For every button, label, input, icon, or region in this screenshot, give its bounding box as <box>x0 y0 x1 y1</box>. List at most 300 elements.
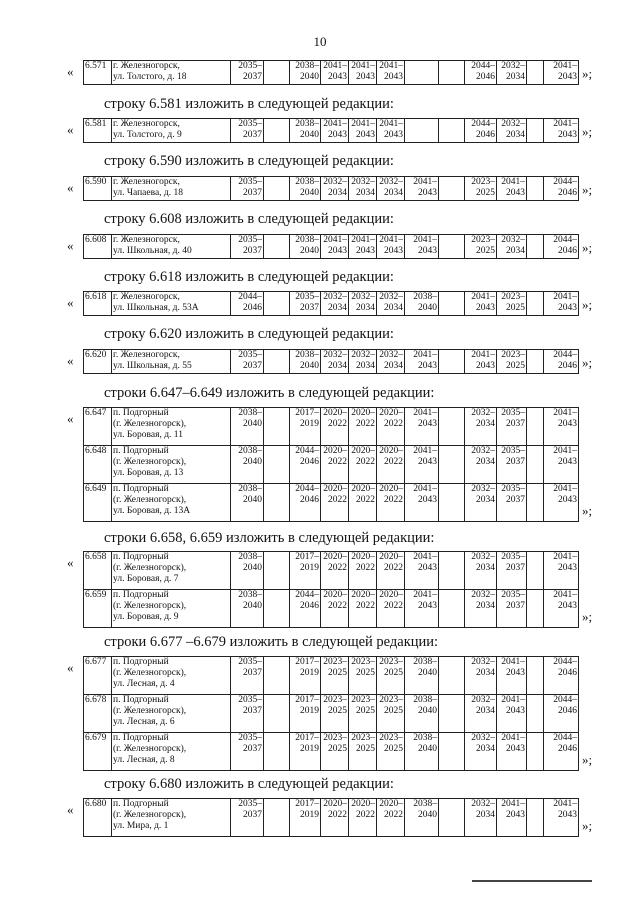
address-line: п. Подгорный <box>113 590 169 600</box>
edit-instruction: строку 6.590 изложить в следующей редакции: <box>104 153 394 169</box>
edit-instruction: строку 6.680 изложить в следующей редакции: <box>104 776 394 792</box>
close-quote: »; <box>582 240 593 255</box>
year-range-cell: 2041– 2043 <box>497 695 527 733</box>
entry-number: 6.571 <box>84 61 112 85</box>
edit-instruction: строку 6.618 изложить в следующей редакции: <box>104 269 394 285</box>
year-range-cell: 2020– 2022 <box>321 484 349 522</box>
address-line: (г. Железногорск), <box>113 601 187 611</box>
address-cell <box>112 657 231 695</box>
year-range-cell: 2023– 2025 <box>349 733 377 771</box>
year-range-cell: 2041– 2043 <box>405 590 439 628</box>
open-quote: « <box>67 295 74 310</box>
address-line: г. Железногорск, <box>113 61 180 71</box>
entry-number: 6.648 <box>84 446 112 484</box>
edit-instruction: строки 6.647–6.649 изложить в следующей редакции: <box>104 385 435 401</box>
year-range-cell <box>439 590 465 628</box>
year-range-cell: 2023– 2025 <box>497 292 527 316</box>
entry-table <box>83 656 579 771</box>
address-line: п. Подгорный <box>113 552 169 562</box>
address-cell <box>112 733 231 771</box>
entry-table <box>83 118 579 143</box>
year-range-cell: 2020– 2022 <box>377 799 405 837</box>
address-cell <box>112 590 231 628</box>
entry-table <box>83 407 579 522</box>
address-line: г. Железногорск, <box>113 177 180 187</box>
year-range-cell: 2032– 2034 <box>465 552 497 590</box>
close-quote: »; <box>582 503 593 518</box>
year-range-cell <box>264 552 290 590</box>
year-range-cell: 2023– 2025 <box>349 695 377 733</box>
year-range-cell <box>439 446 465 484</box>
year-range-cell <box>264 484 290 522</box>
year-range-cell: 2041– 2043 <box>405 177 439 201</box>
address-line: г. Железногорск, <box>113 292 180 302</box>
address-line: п. Подгорный <box>113 799 169 809</box>
year-range-cell: 2035– 2037 <box>231 119 264 143</box>
address-cell <box>112 235 231 259</box>
year-range-cell: 2041– 2043 <box>465 292 497 316</box>
year-range-cell: 2032– 2034 <box>497 235 527 259</box>
year-range-cell: 2038– 2040 <box>405 695 439 733</box>
address-cell <box>112 177 231 201</box>
year-range-cell: 2020– 2022 <box>349 484 377 522</box>
year-range-cell: 2035– 2037 <box>231 235 264 259</box>
year-range-cell <box>527 484 544 522</box>
year-range-cell: 2017– 2019 <box>290 408 321 446</box>
year-range-cell: 2041– 2043 <box>497 177 527 201</box>
year-range-cell <box>264 235 290 259</box>
address-line: (г. Железногорск), <box>113 457 187 467</box>
year-range-cell: 2035– 2037 <box>231 733 264 771</box>
entry-number: 6.647 <box>84 408 112 446</box>
address-line: ул. Школьная, д. 40 <box>113 246 192 256</box>
entry-number: 6.590 <box>84 177 112 201</box>
year-range-cell: 2017– 2019 <box>290 552 321 590</box>
table-row <box>84 657 579 695</box>
year-range-cell: 2032– 2034 <box>465 408 497 446</box>
entry-number: 6.658 <box>84 552 112 590</box>
address-cell <box>112 292 231 316</box>
year-range-cell <box>264 292 290 316</box>
year-range-cell: 2032– 2034 <box>349 350 377 374</box>
address-line: ул. Школьная, д. 53А <box>113 303 199 313</box>
year-range-cell: 2038– 2040 <box>290 119 321 143</box>
year-range-cell: 2032– 2034 <box>465 733 497 771</box>
year-range-cell: 2044– 2046 <box>544 235 579 259</box>
address-line: п. Подгорный <box>113 733 169 743</box>
open-quote: « <box>67 180 74 195</box>
address-line: г. Железногорск, <box>113 119 180 129</box>
year-range-cell: 2044– 2046 <box>290 446 321 484</box>
year-range-cell: 2041– 2043 <box>544 552 579 590</box>
address-line: ул. Боровая, д. 7 <box>113 574 179 584</box>
year-range-cell <box>439 695 465 733</box>
year-range-cell: 2041– 2043 <box>544 292 579 316</box>
address-line: ул. Боровая, д. 11 <box>113 430 183 440</box>
close-quote: »; <box>582 182 593 197</box>
year-range-cell: 2044– 2046 <box>290 484 321 522</box>
close-quote: »; <box>582 609 593 624</box>
year-range-cell: 2020– 2022 <box>321 799 349 837</box>
open-quote: « <box>67 238 74 253</box>
year-range-cell: 2041– 2043 <box>405 235 439 259</box>
year-range-cell <box>439 657 465 695</box>
year-range-cell <box>264 799 290 837</box>
entry-table <box>83 234 579 259</box>
year-range-cell: 2041– 2043 <box>349 61 377 85</box>
year-range-cell: 2044– 2046 <box>465 119 497 143</box>
year-range-cell: 2035– 2037 <box>290 292 321 316</box>
address-line: п. Подгорный <box>113 484 169 494</box>
year-range-cell: 2032– 2034 <box>349 177 377 201</box>
year-range-cell <box>527 799 544 837</box>
year-range-cell: 2020– 2022 <box>377 590 405 628</box>
year-range-cell: 2032– 2034 <box>377 292 405 316</box>
year-range-cell: 2035– 2037 <box>497 590 527 628</box>
year-range-cell <box>264 350 290 374</box>
year-range-cell: 2020– 2022 <box>321 446 349 484</box>
year-range-cell <box>439 292 465 316</box>
address-line: ул. Чапаева, д. 18 <box>113 188 184 198</box>
table-row <box>84 119 579 143</box>
year-range-cell: 2041– 2043 <box>377 235 405 259</box>
year-range-cell: 2032– 2034 <box>321 350 349 374</box>
year-range-cell <box>264 408 290 446</box>
table-row <box>84 484 579 522</box>
entry-number: 6.608 <box>84 235 112 259</box>
year-range-cell <box>527 119 544 143</box>
year-range-cell: 2038– 2040 <box>405 799 439 837</box>
year-range-cell <box>264 695 290 733</box>
address-line: г. Железногорск, <box>113 235 180 245</box>
year-range-cell: 2023– 2025 <box>465 177 497 201</box>
year-range-cell: 2041– 2043 <box>497 733 527 771</box>
year-range-cell: 2044– 2046 <box>544 733 579 771</box>
year-range-cell <box>527 552 544 590</box>
address-cell <box>112 484 231 522</box>
year-range-cell <box>439 484 465 522</box>
year-range-cell: 2023– 2025 <box>321 733 349 771</box>
year-range-cell <box>527 590 544 628</box>
table-row <box>84 695 579 733</box>
year-range-cell: 2041– 2043 <box>405 552 439 590</box>
year-range-cell <box>264 446 290 484</box>
year-range-cell: 2035– 2037 <box>231 799 264 837</box>
year-range-cell: 2023– 2025 <box>377 733 405 771</box>
year-range-cell: 2032– 2034 <box>465 590 497 628</box>
year-range-cell: 2032– 2034 <box>321 292 349 316</box>
page-number: 10 <box>313 34 327 49</box>
year-range-cell: 2035– 2037 <box>231 657 264 695</box>
table-row <box>84 177 579 201</box>
address-line: п. Подгорный <box>113 446 169 456</box>
year-range-cell: 2038– 2040 <box>405 733 439 771</box>
year-range-cell: 2041– 2043 <box>544 119 579 143</box>
year-range-cell: 2041– 2043 <box>377 61 405 85</box>
year-range-cell <box>527 292 544 316</box>
year-range-cell: 2035– 2037 <box>497 446 527 484</box>
year-range-cell: 2032– 2034 <box>377 350 405 374</box>
year-range-cell: 2020– 2022 <box>349 799 377 837</box>
table-row <box>84 292 579 316</box>
entry-number: 6.581 <box>84 119 112 143</box>
entry-number: 6.620 <box>84 350 112 374</box>
address-line: (г. Железногорск), <box>113 744 187 754</box>
year-range-cell: 2023– 2025 <box>349 657 377 695</box>
entry-table <box>83 291 579 316</box>
year-range-cell: 2044– 2046 <box>231 292 264 316</box>
year-range-cell: 2041– 2043 <box>465 350 497 374</box>
address-line: ул. Толстого, д. 18 <box>113 72 187 82</box>
address-line: (г. Железногорск), <box>113 706 187 716</box>
year-range-cell: 2020– 2022 <box>349 408 377 446</box>
year-range-cell: 2044– 2046 <box>544 695 579 733</box>
table-row <box>84 350 579 374</box>
entry-table <box>83 551 579 628</box>
year-range-cell <box>264 657 290 695</box>
year-range-cell: 2032– 2034 <box>465 446 497 484</box>
year-range-cell: 2044– 2046 <box>465 61 497 85</box>
table-row <box>84 552 579 590</box>
address-line: (г. Железногорск), <box>113 495 187 505</box>
year-range-cell <box>527 235 544 259</box>
year-range-cell: 2041– 2043 <box>497 799 527 837</box>
year-range-cell: 2041– 2043 <box>321 119 349 143</box>
table-row <box>84 235 579 259</box>
address-line: (г. Железногорск), <box>113 668 187 678</box>
year-range-cell: 2035– 2037 <box>497 552 527 590</box>
year-range-cell <box>264 733 290 771</box>
entry-number: 6.659 <box>84 590 112 628</box>
year-range-cell: 2041– 2043 <box>349 235 377 259</box>
year-range-cell: 2041– 2043 <box>405 484 439 522</box>
close-quote: »; <box>582 818 593 833</box>
year-range-cell: 2035– 2037 <box>231 695 264 733</box>
year-range-cell: 2041– 2043 <box>321 235 349 259</box>
table-row <box>84 61 579 85</box>
close-quote: »; <box>582 297 593 312</box>
open-quote: « <box>67 555 74 570</box>
year-range-cell: 2023– 2025 <box>321 657 349 695</box>
open-quote: « <box>67 122 74 137</box>
year-range-cell: 2032– 2034 <box>465 799 497 837</box>
table-row <box>84 733 579 771</box>
address-line: п. Подгорный <box>113 657 169 667</box>
year-range-cell: 2020– 2022 <box>377 408 405 446</box>
entry-number: 6.618 <box>84 292 112 316</box>
address-cell <box>112 119 231 143</box>
year-range-cell: 2020– 2022 <box>349 446 377 484</box>
open-quote: « <box>67 802 74 817</box>
address-line: ул. Мира, д. 1 <box>113 821 169 831</box>
year-range-cell <box>405 61 439 85</box>
year-range-cell: 2041– 2043 <box>544 484 579 522</box>
year-range-cell: 2017– 2019 <box>290 799 321 837</box>
year-range-cell <box>264 119 290 143</box>
entry-number: 6.649 <box>84 484 112 522</box>
year-range-cell: 2044– 2046 <box>544 657 579 695</box>
year-range-cell: 2038– 2040 <box>231 446 264 484</box>
entry-table <box>83 176 579 201</box>
year-range-cell: 2023– 2025 <box>377 657 405 695</box>
address-line: (г. Железногорск), <box>113 419 187 429</box>
year-range-cell: 2041– 2043 <box>544 61 579 85</box>
year-range-cell: 2035– 2037 <box>231 350 264 374</box>
year-range-cell: 2023– 2025 <box>321 695 349 733</box>
open-quote: « <box>67 411 74 426</box>
year-range-cell <box>405 119 439 143</box>
year-range-cell: 2023– 2025 <box>377 695 405 733</box>
address-line: ул. Боровая, д. 13 <box>113 468 184 478</box>
address-cell <box>112 61 231 85</box>
address-line: п. Подгорный <box>113 695 169 705</box>
close-quote: »; <box>582 66 593 81</box>
year-range-cell: 2041– 2043 <box>405 350 439 374</box>
year-range-cell: 2023– 2025 <box>465 235 497 259</box>
edit-instruction: строки 6.677 –6.679 изложить в следующей редакции: <box>104 634 439 650</box>
year-range-cell <box>439 350 465 374</box>
year-range-cell: 2020– 2022 <box>349 552 377 590</box>
entry-number: 6.678 <box>84 695 112 733</box>
year-range-cell: 2020– 2022 <box>321 590 349 628</box>
year-range-cell: 2041– 2043 <box>377 119 405 143</box>
table-row <box>84 590 579 628</box>
year-range-cell: 2038– 2040 <box>405 657 439 695</box>
year-range-cell: 2017– 2019 <box>290 695 321 733</box>
year-range-cell <box>439 61 465 85</box>
close-quote: »; <box>582 752 593 767</box>
edit-instruction: строку 6.581 изложить в следующей редакции: <box>104 96 394 112</box>
address-cell <box>112 799 231 837</box>
year-range-cell <box>527 695 544 733</box>
year-range-cell <box>527 350 544 374</box>
address-cell <box>112 446 231 484</box>
open-quote: « <box>67 64 74 79</box>
year-range-cell <box>439 119 465 143</box>
year-range-cell: 2038– 2040 <box>231 552 264 590</box>
year-range-cell: 2032– 2034 <box>497 119 527 143</box>
year-range-cell: 2032– 2034 <box>349 292 377 316</box>
address-line: ул. Лесная, д. 8 <box>113 755 175 765</box>
edit-instruction: строку 6.608 изложить в следующей редакции: <box>104 211 394 227</box>
address-line: (г. Железногорск), <box>113 563 187 573</box>
year-range-cell: 2041– 2043 <box>321 61 349 85</box>
year-range-cell <box>439 408 465 446</box>
year-range-cell: 2032– 2034 <box>377 177 405 201</box>
year-range-cell <box>527 733 544 771</box>
year-range-cell: 2017– 2019 <box>290 657 321 695</box>
year-range-cell: 2035– 2037 <box>231 61 264 85</box>
address-line: ул. Боровая, д. 9 <box>113 612 179 622</box>
year-range-cell: 2041– 2043 <box>349 119 377 143</box>
year-range-cell: 2044– 2046 <box>544 177 579 201</box>
year-range-cell: 2020– 2022 <box>377 552 405 590</box>
year-range-cell: 2023– 2025 <box>497 350 527 374</box>
year-range-cell: 2038– 2040 <box>290 350 321 374</box>
address-line: ул. Лесная, д. 6 <box>113 717 175 727</box>
year-range-cell: 2035– 2037 <box>497 408 527 446</box>
year-range-cell <box>439 799 465 837</box>
address-line: г. Железногорск, <box>113 350 180 360</box>
year-range-cell: 2020– 2022 <box>321 552 349 590</box>
year-range-cell: 2038– 2040 <box>290 177 321 201</box>
year-range-cell: 2041– 2043 <box>544 408 579 446</box>
entry-number: 6.680 <box>84 799 112 837</box>
year-range-cell: 2041– 2043 <box>405 408 439 446</box>
year-range-cell: 2032– 2034 <box>465 695 497 733</box>
year-range-cell: 2032– 2034 <box>497 61 527 85</box>
year-range-cell <box>527 177 544 201</box>
year-range-cell <box>439 177 465 201</box>
year-range-cell: 2020– 2022 <box>377 446 405 484</box>
year-range-cell <box>439 235 465 259</box>
year-range-cell: 2038– 2040 <box>290 235 321 259</box>
address-line: ул. Лесная, д. 4 <box>113 679 175 689</box>
year-range-cell: 2041– 2043 <box>544 799 579 837</box>
year-range-cell: 2038– 2040 <box>231 484 264 522</box>
address-cell <box>112 408 231 446</box>
entry-table <box>83 798 579 837</box>
year-range-cell <box>264 177 290 201</box>
address-line: п. Подгорный <box>113 408 169 418</box>
table-row <box>84 408 579 446</box>
entry-table <box>83 60 579 85</box>
year-range-cell <box>439 733 465 771</box>
year-range-cell: 2038– 2040 <box>290 61 321 85</box>
year-range-cell: 2032– 2034 <box>465 484 497 522</box>
year-range-cell: 2044– 2046 <box>544 350 579 374</box>
year-range-cell <box>527 657 544 695</box>
year-range-cell: 2044– 2046 <box>290 590 321 628</box>
entry-number: 6.679 <box>84 733 112 771</box>
year-range-cell: 2020– 2022 <box>321 408 349 446</box>
entry-table <box>83 349 579 374</box>
year-range-cell: 2038– 2040 <box>405 292 439 316</box>
year-range-cell: 2035– 2037 <box>231 177 264 201</box>
open-quote: « <box>67 660 74 675</box>
year-range-cell <box>527 446 544 484</box>
year-range-cell: 2017– 2019 <box>290 733 321 771</box>
address-cell <box>112 350 231 374</box>
year-range-cell: 2038– 2040 <box>231 590 264 628</box>
year-range-cell: 2041– 2043 <box>544 446 579 484</box>
address-cell <box>112 695 231 733</box>
year-range-cell <box>264 61 290 85</box>
edit-instruction: строки 6.658, 6.659 изложить в следующей редакции: <box>104 530 435 546</box>
year-range-cell: 2032– 2034 <box>321 177 349 201</box>
close-quote: »; <box>582 355 593 370</box>
table-row <box>84 799 579 837</box>
address-line: (г. Железногорск), <box>113 810 187 820</box>
year-range-cell: 2041– 2043 <box>497 657 527 695</box>
address-line: ул. Толстого, д. 9 <box>113 130 182 140</box>
year-range-cell: 2038– 2040 <box>231 408 264 446</box>
year-range-cell <box>527 408 544 446</box>
table-row <box>84 446 579 484</box>
address-line: ул. Боровая, д. 13А <box>113 506 191 516</box>
footer-rule <box>472 880 592 882</box>
open-quote: « <box>67 353 74 368</box>
address-cell <box>112 552 231 590</box>
year-range-cell: 2041– 2043 <box>405 446 439 484</box>
year-range-cell <box>439 552 465 590</box>
year-range-cell: 2020– 2022 <box>377 484 405 522</box>
year-range-cell: 2032– 2034 <box>465 657 497 695</box>
entry-number: 6.677 <box>84 657 112 695</box>
edit-instruction: строку 6.620 изложить в следующей редакции: <box>104 326 394 342</box>
year-range-cell <box>264 590 290 628</box>
address-line: ул. Школьная, д. 55 <box>113 361 192 371</box>
